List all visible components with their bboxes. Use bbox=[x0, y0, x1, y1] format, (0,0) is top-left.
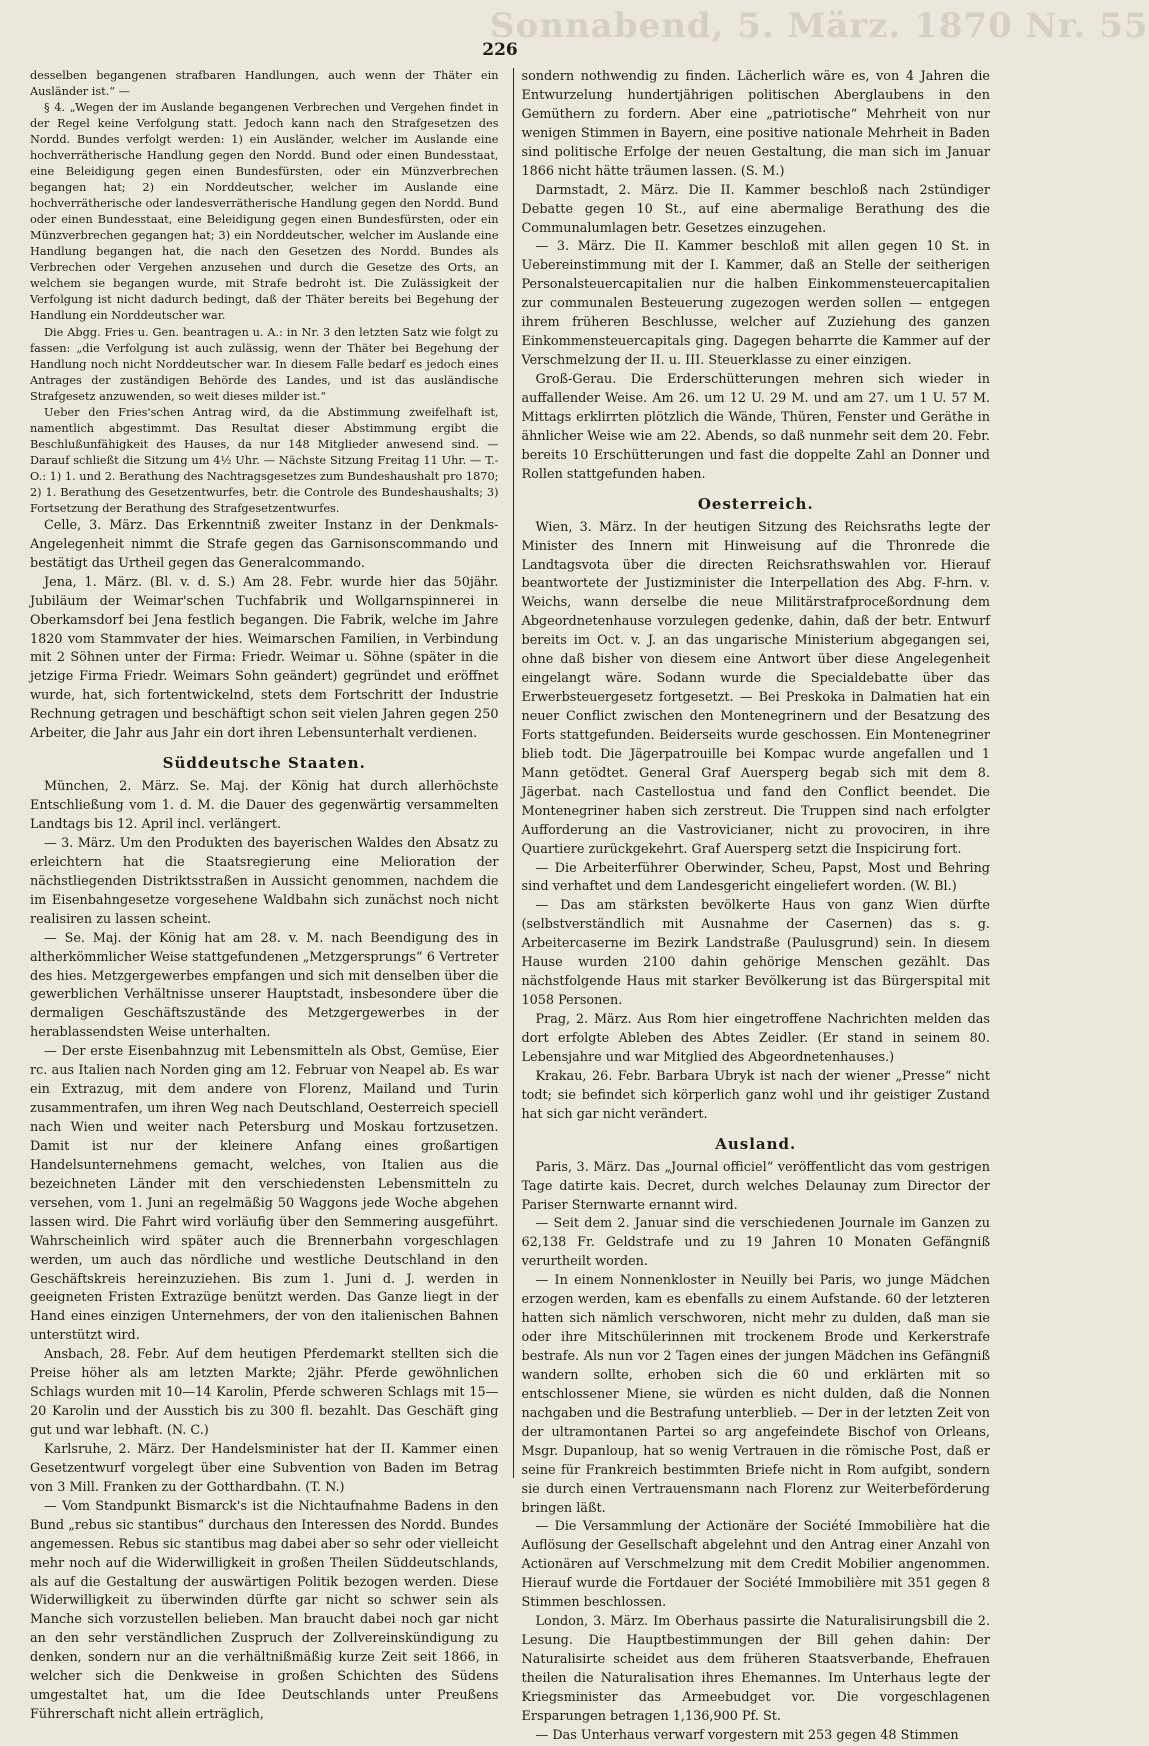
left-column bbox=[30, 68, 505, 1723]
article-jena: Jena, 1. März. (Bl. v. d. S.) Am 28. Febr. wurde hier das 50jähr. Jubiläum der Weimar'schen Tuchfabrik und Wollgarnspinnerei in Oberkamsdorf bei Jena festlich begangen. Die Fabrik, welche im Jahre 1820 vom Stammvater der hies. Weimarschen Familien, in Verbindung mit 2 Söhnen unter der Firma: Friedr. Weimar u. Söhne (später in die jetzige Firma Friedr. Weimars Sohn geändert) gegründet und eröffnet wurde, hat, sich fortentwickelnd, stets dem Fortschritt der Industrie Rechnung getragen und beschäftigt schon seit vielen Jahren gegen 250 Arbeiter, die Jahr aus Jahr ein dort ihren Lebensunterhalt verdienen. bbox=[30, 574, 499, 742]
article-paris: Paris, 3. März. Das „Journal officiel“ veröffentlicht das vom gestrigen Tage datirte kais. Decret, durch welches Delaunay zum Director der Pariser Sternwarte ernannt wird. bbox=[521, 1159, 990, 1213]
article-prag: Prag, 2. März. Aus Rom hier eingetroffene Nachrichten melden das dort erfolgte Ableben des Abtes Zeidler. (Er stand in seinem 80. Lebensjahre und war Mitglied des Abgeordnetenhauses.) bbox=[521, 1012, 990, 1065]
article-muenchen: — 3. März. Um den Produkten des bayerischen Waldes den Absatz zu erleichtern hat die Staatsregierung eine Melioration der nächstliegenden Distriktsstraßen in Aussicht genommen, nachdem die im Eisenbahngesetze vorgesehene Waldbahn sich zunächst noch nicht realisiren zu lassen scheint. bbox=[30, 835, 499, 927]
article-wien: — Das am stärksten bevölkerte Haus von ganz Wien dürfte (selbstverständlich mit Ausnahme der Casernen) das s. g. Arbeitercaserne im Bezirk Landstraße (Paulusgrund) sein. In diesem Hause wurden 2100 dahin gehörige Menschen gezählt. Das nächstfolgende Haus mit starker Bevölkerung ist das Bürgerspital mit 1058 Personen. bbox=[521, 898, 990, 1009]
article-darmstadt: Darmstadt, 2. März. Die II. Kammer beschloß nach 2stündiger Debatte gegen 10 St., auf eine abermalige Berathung des die Communalumlagen betr. Gesetzes einzugehen. bbox=[521, 182, 990, 236]
article-paris: — Seit dem 2. Januar sind die verschiedenen Journale im Ganzen zu 62,138 Fr. Geldstrafe und zu 19 Jahren 10 Monaten Gefängniß verurtheilt worden. bbox=[521, 1216, 990, 1270]
article-paragraph: Ueber den Fries'schen Antrag wird, da die Abstimmung zweifelhaft ist, namentlich abgestimmt. Das Resultat dieser Abstimmung ergibt die Beschlußunfähigkeit des Hauses, da nur 148 Mitglieder anwesend sind. — Darauf schließt die Sitzung um 4½ Uhr. — Nächste Sitzung Freitag 11 Uhr. — T.-O.: 1) 1. und 2. Berathung des Nachtragsgesetzes zum Bundeshaushalt pro 1870; 2) 1. Berathung des Gesetzentwurfes, betr. die Controle des Bundeshaushalts; 3) Fortsetzung der Berathung des Strafgesetzentwurfes. bbox=[30, 405, 499, 515]
article-continuation: sondern nothwendig zu finden. Lächerlich wäre es, von 4 Jahren die Entwurzelung hundertjährigen politischen Aberglaubens in den Gemüthern zu fordern. Aber eine „patriotische“ Mehrheit von nur wenigen Stimmen in Bayern, eine positive nationale Mehrheit in Baden sind politische Erfolge der neuen Gestaltung, die man sich im Januar 1866 nicht hätte träumen lassen. (S. M.) bbox=[521, 69, 990, 179]
section-heading-ausland: Ausland. bbox=[715, 1134, 797, 1153]
article-ansbach: Ansbach, 28. Febr. Auf dem heutigen Pferdemarkt stellten sich die Preise höher als am letzten Markte; 2jähr. Pferde gewöhnlichen Schlags wurden mit 10—14 Karolin, Pferde schweren Schlags mit 15—20 Karolin und der Ausstich bis zu 300 fl. bezahlt. Das Geschäft ging gut und war lebhaft. (N. C.) bbox=[30, 1347, 499, 1438]
article-karlsruhe: Karlsruhe, 2. März. Der Handelsminister hat der II. Kammer einen Gesetzentwurf vorgelegt über eine Subvention von Baden im Betrag von 3 Mill. Franken zu der Gotthardbahn. (T. N.) bbox=[30, 1441, 499, 1495]
article-celle: Celle, 3. März. Das Erkenntniß zweiter Instanz in der Denkmals-Angelegenheit nimmt die Strafe gegen das Garnisonscommando und bestätigt das Urtheil gegen das Generalcommando. bbox=[30, 517, 499, 571]
article-wien: — Die Arbeiterführer Oberwinder, Scheu, Papst, Most und Behring sind verhaftet und dem Landesgericht eingeliefert worden. (W. Bl.) bbox=[521, 860, 990, 895]
article-paragraph: desselben begangenen strafbaren Handlungen, auch wenn der Thäter ein Ausländer ist.“ — bbox=[30, 69, 499, 99]
page-number: 226 bbox=[482, 40, 518, 60]
section-heading-oesterreich: Oesterreich. bbox=[697, 494, 814, 513]
section-heading-sueddeutsche: Süddeutsche Staaten. bbox=[162, 754, 366, 773]
article-wien: Wien, 3. März. In der heutigen Sitzung des Reichsraths legte der Minister des Innern mit Hinweisung auf die Thronrede die Landtagsvota über die directen Reichsrathswahlen vor. Hierauf beantwortete der Justizminister die Interpellation des Abg. F-hrn. v. Weichs, wann derselbe die neue Militärstrafproceßordnung dem Abgeordnetenhause vorzulegen gedenke, dahin, daß der betr. Entwurf bereits im Oct. v. J. an das ungarische Ministerium abgegangen sei, ohne daß bisher von diesem eine Antwort über diese Angelegenheit eingelangt wäre. Sodann wurde die Specialdebatte über das Erwerbsteuergesetz fortgesetzt. — Bei Preskoka in Dalmatien hat ein neuer Conflict zwischen den Montenegrinern und der Besatzung des Forts stattgefunden. Beiderseits wurde geschossen. Ein Montenegriner blieb todt. Die Jägerpatrouille bei Kompac wurde angefallen und 1 Mann getödtet. General Graf Auersperg begab sich mit dem 8. Jägerbat. nach Castellostua und fand den Conflict beendet. Die Montenegriner haben sich zerstreut. Die Truppen sind nach erfolgter Aufforderung an die Vastrovicianer, nicht zu provociren, in ihre Quartiere zurückgekehrt. Graf Auersperg setzt die Inspicirung fort. bbox=[521, 519, 990, 857]
article-darmstadt: — 3. März. Die II. Kammer beschloß mit allen gegen 10 St. in Uebereinstimmung mit der I. Kammer, daß an Stelle der seitherigen Personalsteuercapitalien nur die halben Einkommensteuercapitalien zur communalen Besteuerung zugezogen werden sollen — entgegen ihrem früheren Beschlusse, welcher auf Zuziehung des ganzen Einkommensteuercapitals ging. Dagegen beharrte die Kammer auf der Verschmelzung der II. u. III. Steuerklasse zu einer einzigen. bbox=[521, 239, 990, 369]
article-krakau: Krakau, 26. Febr. Barbara Ubryk ist nach der wiener „Presse“ nicht todt; sie befindet sich körperlich ganz wohl und ihr geistiger Zustand hat sich gar nicht verändert. bbox=[521, 1068, 990, 1122]
article-paris: — Die Versammlung der Actionäre der Société Immobilière hat die Auflösung der Gesellschaft abgelehnt und den Antrag einer Anzahl von Actionären auf Verschmelzung mit dem Credit Mobilier angenommen. Hierauf wurde die Fortdauer der Société Immobilière mit 351 gegen 8 Stimmen beschlossen. bbox=[521, 1519, 990, 1611]
article-karlsruhe: — Vom Standpunkt Bismarck's ist die Nichtaufnahme Badens in den Bund „rebus sic stantibus“ durchaus den Interessen des Nordd. Bundes angemessen. Rebus sic stantibus mag dabei aber so sehr oder vielleicht mehr noch auf die Widerwilligkeit in großen Theilen Süddeutschlands, als auf die Gestaltung der auswärtigen Politik bezogen werden. Diese Widerwilligkeit zu überwinden dürfte gar nicht so schwer sein als Manche sich vorzustellen belieben. Man braucht dabei noch gar nicht an den sehr verständlichen Zuspruch der Zollvereinskündigung zu denken, sondern nur an die verhältnißmäßig kurze Zeit seit 1866, in welcher sich die Denkweise in großen Schichten des Südens umgestaltet hat, um die Idee Deutschlands unter Preußens Führerschaft nicht allein erträglich, bbox=[30, 1498, 499, 1723]
article-gross-gerau: Groß-Gerau. Die Erderschütterungen mehren sich wieder in auffallender Weise. Am 26. um 12 U. 29 M. und am 27. um 1 U. 57 M. Mittags erklirrten plötzlich die Wände, Thüren, Fenster und Geräthe in ähnlicher Weise wie am 22. Abends, so daß nunmehr seit dem 20. Febr. bereits 10 Erschütterungen und fast die doppelte Zahl an Donner und Rollen stattgefunden haben. bbox=[521, 372, 990, 482]
article-paris: — In einem Nonnenkloster in Neuilly bei Paris, wo junge Mädchen erzogen werden, kam es ebenfalls zu einem Aufstande. 60 der letzteren hatten sich nämlich verschworen, nicht mehr zu dulden, daß man sie oder ihre Mitschülerinnen mit trockenem Brode und Kerkerstrafe bestrafe. Als nun vor 2 Tagen eines der jungen Mädchen ins Gefängniß wandern sollte, erhoben sich die 60 und erklärten mit so entschlossener Miene, sie würden es nicht dulden, daß die Nonnen nachgaben und die Bestrafung unterblieb. — Der in der letzten Zeit von der ultramontanen Partei so arg angefeindete Bischof von Orleans, Msgr. Dupanloup, hat so wenig Vertrauen in die römische Post, daß er seine für Frankreich bestimmten Briefe nicht in Rom aufgibt, sondern sie durch einen Vertrauensmann nach Florenz zur Weiterbeförderung bringen läßt. bbox=[521, 1273, 990, 1516]
parliament-report bbox=[30, 68, 499, 517]
article-muenchen: München, 2. März. Se. Maj. der König hat durch allerhöchste Entschließung vom 1. d. M. die Dauer des gegenwärtig versammelten Landtags bis 12. April incl. verlängert. bbox=[30, 779, 499, 832]
article-muenchen: — Se. Maj. der König hat am 28. v. M. nach Beendigung des in altherkömmlicher Weise stattgefundenen „Metzgersprungs“ 6 Vertreter des hies. Metzgergewerbes empfangen und sich mit denselben über die gewerblichen Verhältnisse unserer Hauptstadt, insbesondere über die dermaligen Geschäftszustände des Metzgergewerbes in der herablassendsten Weise unterhalten. bbox=[30, 930, 499, 1041]
article-london: London, 3. März. Im Oberhaus passirte die Naturalisirungsbill die 2. Lesung. Die Hauptbestimmungen der Bill gehen dahin: Der Naturalisirte scheidet aus dem früheren Staatsverbande, Ehefrauen theilen die Naturalisation ihres Ehemannes. Im Unterhaus legte der Kriegsminister das Armeebudget vor. Die vorgeschlagenen Ersparungen betragen 1,136,900 Pf. St. bbox=[521, 1614, 990, 1724]
article-muenchen: — Der erste Eisenbahnzug mit Lebensmitteln als Obst, Gemüse, Eier rc. aus Italien nach Norden ging am 12. Februar von Neapel ab. Es war ein Extrazug, mit dem andere von Florenz, Mailand und Turin zusammentrafen, um ihren Weg nach Deutschland, Oesterreich speciell nach Wien und weiter nach Petersburg und Moskau fortzusetzen. Damit ist nur der kleinere Anfang eines großartigen Handelsunternehmens gemacht, welches, von Italien aus die bezeichneten Länder mit den verschiedensten Lebensmitteln zu versehen, vom 1. Juni an regelmäßig 50 Waggons jede Woche abgehen lassen wird. Die Fahrt wird vorläufig über den Semmering ausgeführt. Wahrscheinlich wird später auch die Brennerbahn vorgeschlagen werden, um auch das nördliche und westliche Deutschland in den Geschäftskreis hereinzuziehen. Bis zum 1. Juni d. J. werden in geeigneten Fristen Extrazüge benützt werden. Das Ganze liegt in der Hand eines einzigen Unternehmers, der von den italienischen Bahnen unterstützt wird. bbox=[30, 1044, 499, 1344]
right-column bbox=[513, 68, 991, 1743]
article-london: — Das Unterhaus verwarf vorgestern mit 253 gegen 48 Stimmen bbox=[535, 1727, 959, 1743]
bleed-through-header: Sonnabend, 5. März. 1870 Nr. 55 bbox=[490, 6, 1149, 46]
article-paragraph: Die Abgg. Fries u. Gen. beantragen u. A.: in Nr. 3 den letzten Satz wie folgt zu fassen: „die Verfolgung ist auch zulässig, wenn der Thäter bei Begehung der Handlung noch nicht Norddeutscher war. In diesem Falle bedarf es jedoch eines Antrages der zuständigen Behörde des Landes, und ist das ausländische Strafgesetz anzuwenden, so weit dieses milder ist.“ bbox=[30, 325, 499, 403]
article-paragraph: § 4. „Wegen der im Auslande begangenen Verbrechen und Vergehen findet in der Regel keine Verfolgung statt. Jedoch kann nach den Strafgesetzen des Nordd. Bundes verfolgt werden: 1) ein Ausländer, welcher im Auslande eine hochverrätherische Handlung gegen den Nordd. Bund oder einen Bundesstaat, eine Beleidigung gegen einen Bundesfürsten, oder ein Münzverbrechen begangen hat; 2) ein Norddeutscher, welcher im Auslande eine hochverrätherische oder landesverrätherische Handlung gegen den Nordd. Bund oder einen Bundesstaat, eine Beleidigung gegen einen Bundesfürsten, oder ein Münzverbrechen gegangen hat; 3) ein Norddeutscher, welcher im Auslande eine Handlung begangen hat, die nach den Gesetzen des Nordd. Bundes als Verbrechen oder Vergehen anzusehen und durch die Gesetze des Orts, an welchem sie begangen wurde, mit Strafe bedroht ist. Die Zulässigkeit der Verfolgung ist nicht dadurch bedingt, daß der Thäter bereits bei Begehung der Handlung ein Norddeutscher war. bbox=[30, 101, 499, 323]
columns bbox=[30, 68, 990, 1743]
